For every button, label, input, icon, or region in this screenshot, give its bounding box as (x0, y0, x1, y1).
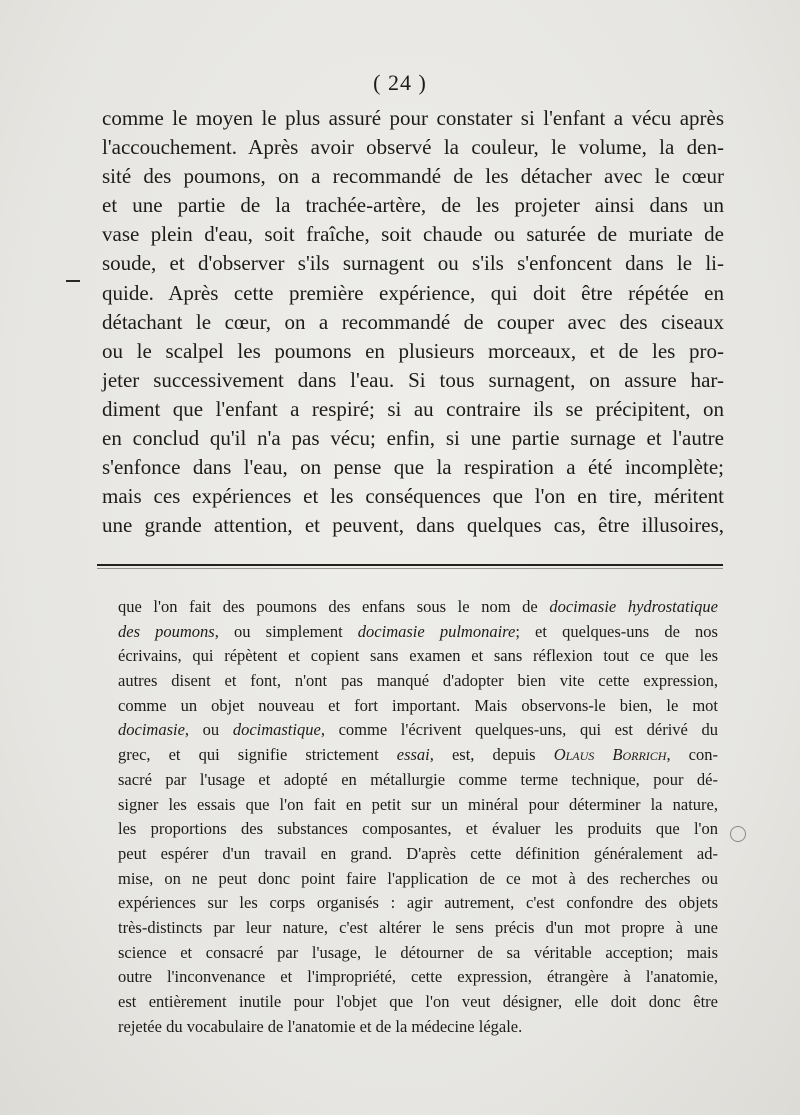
body-line: comme le moyen le plus assuré pour constater si l'enfant a vécu après (102, 106, 724, 130)
footnote-segment: rejetée du vocabulaire de l'anatomie et de la médecine légale. (118, 1016, 523, 1036)
footnote-segment: mise, on ne peut donc point faire l'application de ce mot à des recherches ou (118, 868, 718, 888)
footnote-segment: , ou simplement (214, 621, 358, 641)
footnote-line (118, 842, 718, 867)
footnote-segment: , comme l'écrivent quelques-uns, qui est dérivé du (320, 720, 718, 740)
footnote-line (118, 793, 718, 818)
footnote-separator-shadow (97, 568, 723, 569)
body-line: vase plein d'eau, soit fraîche, soit chaude ou saturée de muriate de (102, 222, 724, 247)
body-line: diment que l'enfant a respiré; si au contraire ils se précipitent, on (102, 396, 724, 421)
footnote-italic-segment: des poumons (118, 621, 215, 641)
footnote-segment: grec, et qui signifie strictement (118, 745, 397, 765)
footnote-segment: très-distincts par leur nature, c'est altérer le sens précis d'un mot propre à une (118, 917, 718, 937)
footnote-segment: signer les essais que l'on fait en petit sur un minéral pour déterminer la nature, (118, 794, 718, 814)
footnote-segment: expériences sur les corps organisés : agir autrement, c'est confondre des objets (118, 893, 718, 913)
footnote-italic-segment: essai (396, 745, 430, 765)
footnote-segment: outre l'inconvenance et l'impropriété, cette expression, étrangère à l'anatomie, (118, 967, 718, 987)
footnote-line (118, 891, 718, 916)
body-line: mais ces expériences et les conséquences que l'on en tire, méritent (102, 484, 724, 509)
footnote-italic-segment: docimasie hydrostatique (549, 597, 718, 616)
footnote-italic-segment: Olaus Borrich (553, 745, 667, 765)
body-line: s'enfonce dans l'eau, on pense que la respiration a été incomplète; (102, 455, 724, 480)
footnote-line (118, 941, 718, 966)
footnote-segment: les proportions des substances composantes, et évaluer les produits que l'on (118, 819, 718, 839)
margin-dash-mark (66, 280, 80, 282)
footnote-line (118, 990, 718, 1015)
body-line: quide. Après cette première expérience, qui doit être répétée en (102, 280, 724, 305)
page-number: ( 24 ) (373, 70, 427, 95)
footnote-line (118, 965, 718, 990)
footnote-segment: peut espérer d'un travail en grand. D'après cette définition généralement ad- (118, 843, 718, 863)
footnote-line (118, 1015, 718, 1040)
footnote-line (118, 867, 718, 892)
footnote-segment: que l'on fait des poumons des enfans sous le nom de (118, 597, 550, 616)
body-line: sité des poumons, on a recommandé de les détacher avec le cœur (102, 164, 724, 189)
footnote-segment: science et consacré par l'usage, le détourner de sa véritable acception; mais (118, 942, 718, 962)
footnote-italic-segment: docimastique (232, 720, 321, 740)
body-line: l'accouchement. Après avoir observé la couleur, le volume, la den- (102, 135, 724, 160)
footnote-segment: autres disent et font, n'ont pas manqué d'adopter bien vite cette expression, (118, 671, 718, 691)
body-line: en conclud qu'il n'a pas vécu; enfin, si une partie surnage et l'autre (102, 426, 724, 451)
footnote-line (118, 916, 718, 941)
footnote-italic-segment: docimasie (118, 720, 185, 740)
body-line: détachant le cœur, on a recommandé de couper avec des ciseaux (102, 309, 724, 334)
body-line: jeter successivement dans l'eau. Si tous surnagent, on assure har- (102, 367, 724, 392)
body-line: et une partie de la trachée-artère, de les projeter ainsi dans un (102, 193, 724, 218)
footnote-line (118, 644, 718, 669)
main-text-block (102, 104, 724, 540)
body-line: ou le scalpel les poumons en plusieurs morceaux, et de les pro- (102, 338, 724, 363)
footnote-italic-segment: docimasie pulmonaire (357, 621, 516, 641)
footnote-segment: , est, depuis (429, 745, 554, 765)
body-line: une grande attention, et peuvent, dans quelques cas, être illusoires, (102, 513, 724, 538)
footnote-line (118, 694, 718, 719)
footnote-line (118, 595, 718, 620)
footnote-segment: , ou (184, 720, 233, 740)
footnote-text-block (118, 595, 718, 1039)
margin-circle-mark (730, 826, 746, 842)
footnote-line (118, 768, 718, 793)
footnote-line (118, 669, 718, 694)
footnote-separator-rule (97, 564, 723, 566)
footnote-segment: est entièrement inutile pour l'objet que l'on veut désigner, elle doit donc être (118, 992, 718, 1011)
footnote-line (118, 620, 718, 645)
footnote-segment: comme un objet nouveau et fort important. Mais observons-le bien, le mot (118, 695, 718, 715)
footnote-segment: ; et quelques-uns de nos (515, 621, 718, 641)
footnote-segment: sacré par l'usage et adopté en métallurgie comme terme technique, pour dé- (118, 769, 718, 789)
body-line: soude, et d'observer s'ils surnagent ou s'ils s'enfoncent dans le li- (102, 251, 724, 276)
footnote-line (118, 817, 718, 842)
footnote-segment: écrivains, qui répètent et copient sans examen et sans réflexion tout ce que les (118, 646, 718, 666)
footnote-line (118, 743, 718, 768)
footnote-line (118, 718, 718, 743)
footnote-segment: , con- (666, 745, 718, 765)
